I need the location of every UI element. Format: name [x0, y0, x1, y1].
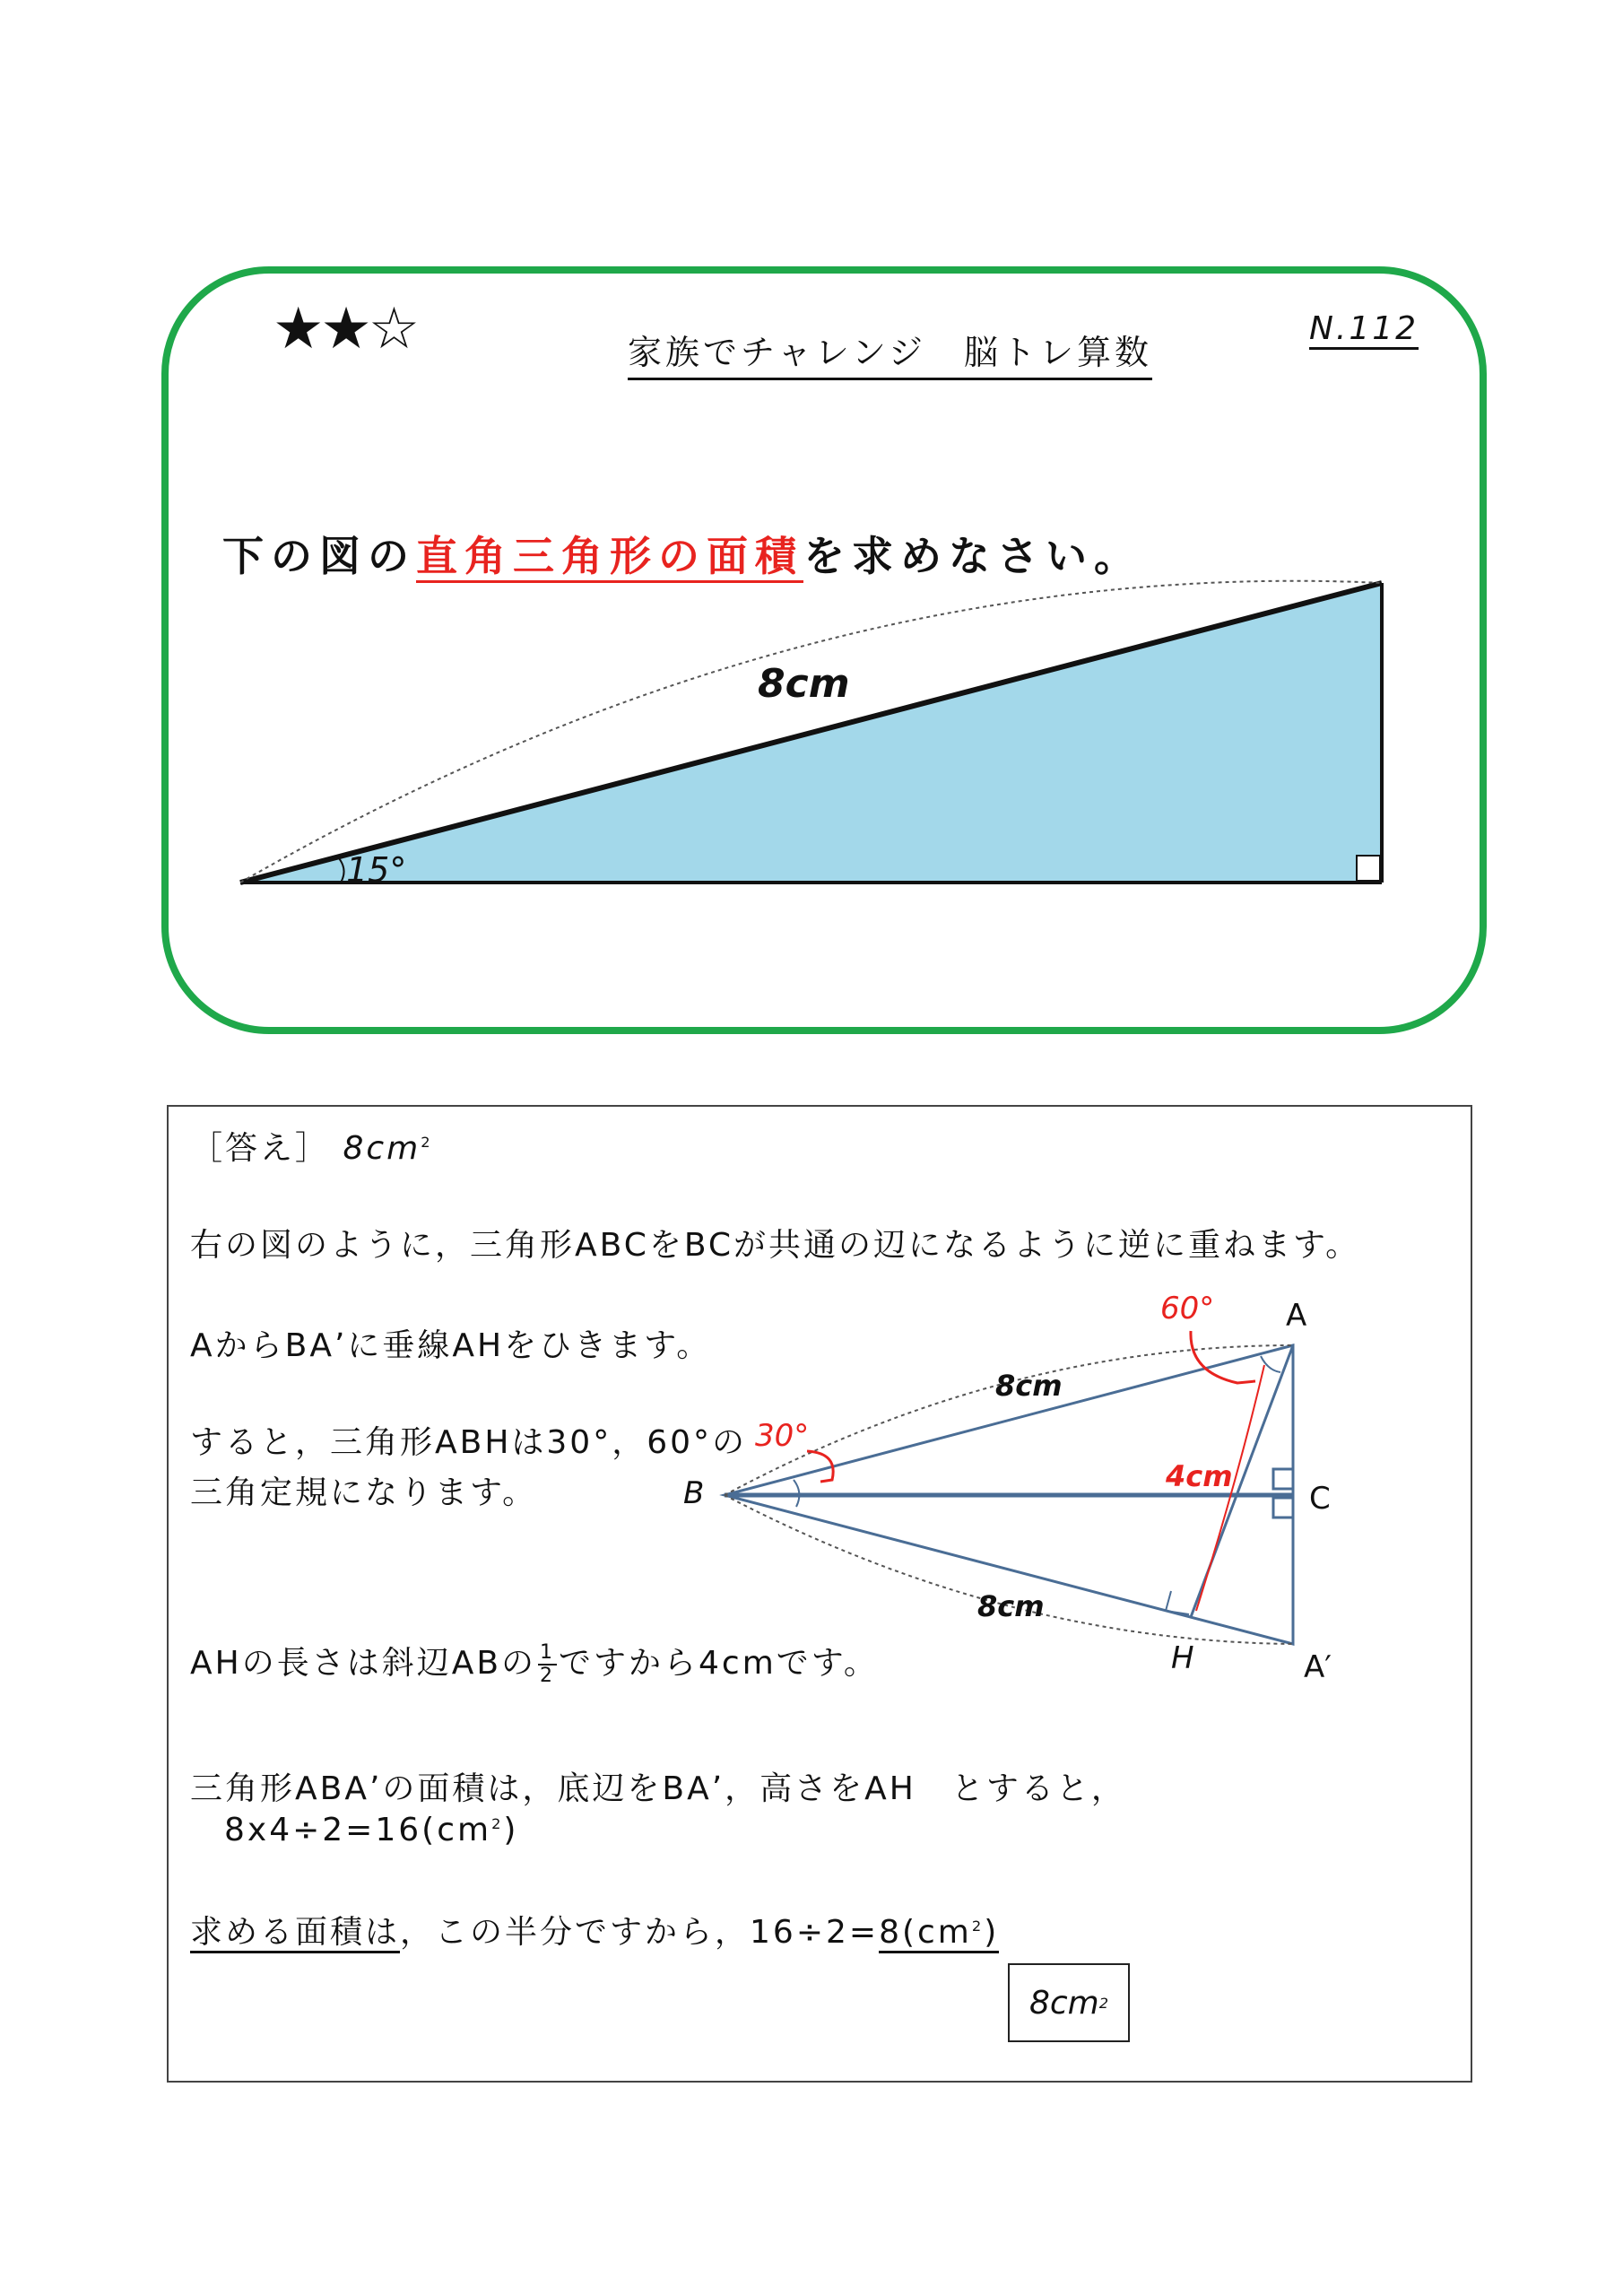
explanation-line-2: AからBA’に垂線AHをひきます。	[190, 1327, 712, 1364]
question-suffix: を求めなさい。	[803, 532, 1142, 580]
fraction-denominator: 2	[540, 1665, 556, 1687]
answer-value: 8cm	[343, 1130, 421, 1167]
angle-60-label: 60°	[1160, 1291, 1215, 1326]
result-exponent: 2	[971, 1918, 985, 1935]
problem-number: N.112	[1309, 310, 1419, 350]
calc-close: )	[503, 1812, 519, 1848]
difficulty-stars: ★★☆	[273, 296, 417, 362]
fraction-numerator: 1	[540, 1641, 556, 1664]
AB-length-label: 8cm	[995, 1369, 1063, 1403]
explanation-line-5: 三角形ABA’の面積は，底辺をBA’，高さをAH とすると，	[190, 1770, 1126, 1807]
AH-length-label: 4cm	[1166, 1459, 1233, 1493]
final-answer-exponent: 2	[1098, 1994, 1109, 2012]
result-close: )	[984, 1914, 1000, 1951]
explanation-line-3a: すると，三角形ABHは30°，60°の	[190, 1424, 748, 1461]
vertex-H-label: H	[1171, 1640, 1194, 1676]
right-angle-C-upper	[1273, 1469, 1293, 1489]
hypotenuse-label: 8cm	[758, 661, 850, 707]
answer-exponent: 2	[421, 1134, 433, 1151]
BA-prime-length-label: 8cm	[977, 1589, 1045, 1623]
vertex-B-label: B	[683, 1475, 705, 1511]
line4-part-b: ですから4cmです。	[559, 1645, 879, 1682]
answer-heading-label: ［答え］	[190, 1130, 331, 1167]
angle-30-label: 30°	[755, 1418, 810, 1454]
explanation-line-1: 右の図のように，三角形ABCをBCが共通の辺になるように逆に重ねます。	[190, 1227, 1361, 1264]
calc-expression: 8x4÷2=16(cm	[224, 1812, 492, 1848]
vertex-C-label: C	[1309, 1481, 1331, 1517]
vertex-A-prime-label: A′	[1304, 1649, 1332, 1685]
angle-15-label: 15°	[346, 850, 407, 890]
conclusion-middle: ，この半分ですから，16÷2=	[400, 1914, 880, 1951]
worksheet-title: 家族でチャレンジ 脳トレ算数	[628, 325, 1152, 380]
calc-exponent: 2	[491, 1815, 504, 1832]
question-prefix: 下の図の	[222, 532, 416, 580]
vertex-A-label: A	[1286, 1298, 1307, 1334]
right-angle-C-lower	[1273, 1498, 1293, 1518]
question-highlight: 直角三角形の面積	[416, 532, 803, 583]
right-angle-H	[1166, 1591, 1189, 1614]
conclusion-underlined: 求める面積は	[190, 1914, 400, 1953]
line4-part-a: AHの長さは斜辺ABの	[190, 1645, 537, 1682]
explanation-line-3b: 三角定規になります。	[190, 1474, 538, 1511]
result-value: 8(cm	[879, 1914, 972, 1951]
final-answer-value: 8cm	[1028, 1984, 1099, 2022]
